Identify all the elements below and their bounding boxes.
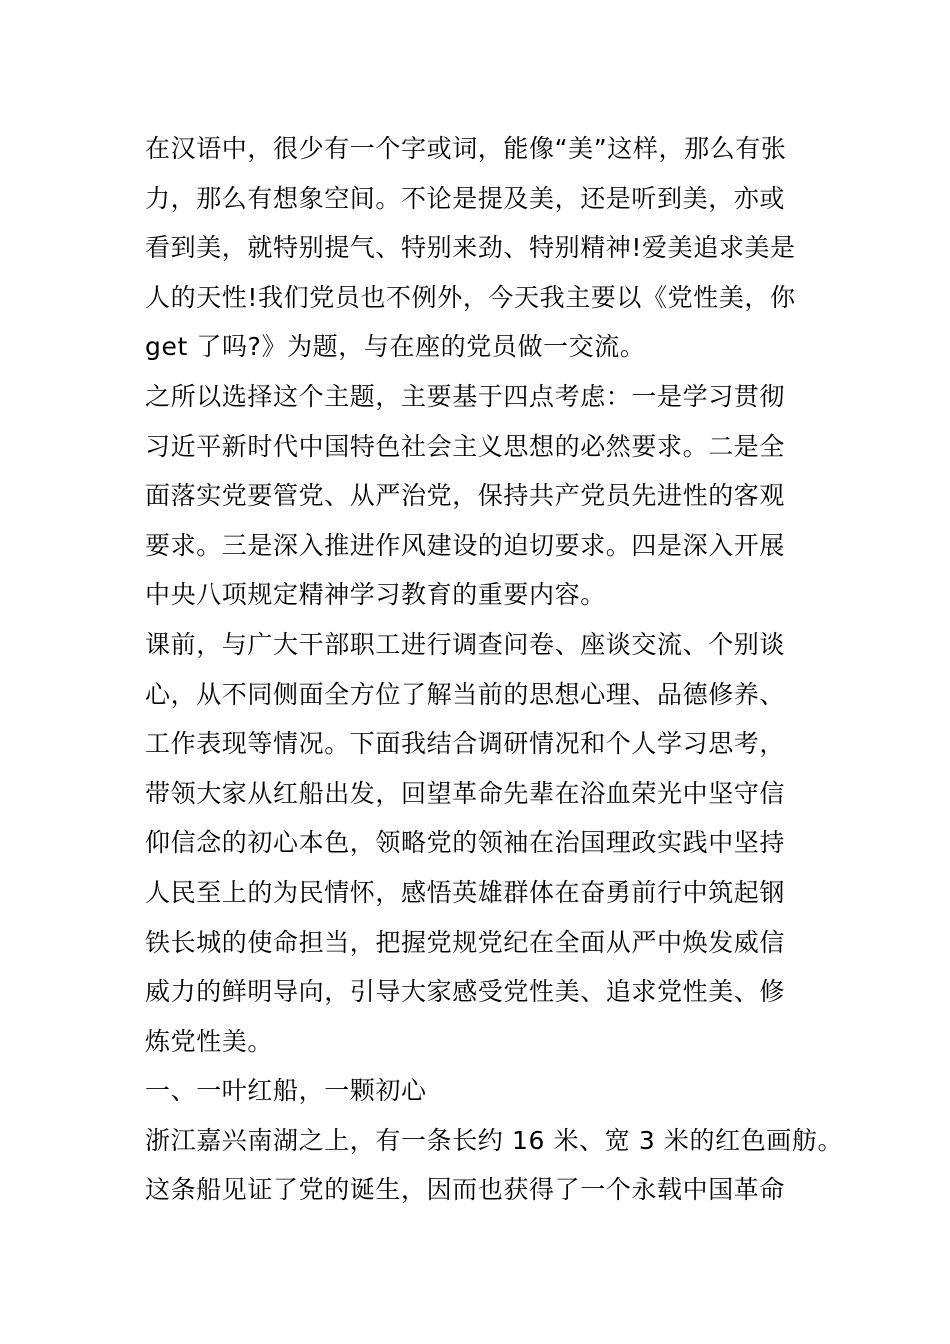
text-line: 习近平新时代中国特色社会主义思想的必然要求。二是全 xyxy=(145,431,786,461)
document-body xyxy=(145,124,844,1215)
text-line: 威力的鲜明导向，引导大家感受党性美、追求党性美、修 xyxy=(145,977,786,1007)
text-line: 之所以选择这个主题，主要基于四点考虑：一是学习贯彻 xyxy=(145,381,786,411)
text-line: 工作表现等情况。下面我结合调研情况和个人学习思考， xyxy=(145,729,786,759)
section-heading: 一、一叶红船，一颗初心 xyxy=(145,1076,427,1106)
text-line: 心，从不同侧面全方位了解当前的思想心理、品德修养、 xyxy=(145,679,786,709)
text-line: 面落实党要管党、从严治党，保持共产党员先进性的客观 xyxy=(145,481,786,511)
text-line: 人民至上的为民情怀，感悟英雄群体在奋勇前行中筑起钢 xyxy=(145,877,786,907)
text-line: 铁长城的使命担当，把握党规党纪在全面从严中焕发威信 xyxy=(145,927,786,957)
text-line: get 了吗?》为题，与在座的党员做一交流。 xyxy=(145,332,646,362)
text-line: 这条船见证了党的诞生，因而也获得了一个永载中国革命 xyxy=(145,1175,786,1205)
text-line: 浙江嘉兴南湖之上，有一条长约 16 米、宽 3 米的红色画舫。 xyxy=(145,1125,844,1155)
text-line: 炼党性美。 xyxy=(145,1026,274,1056)
text-line: 中央八项规定精神学习教育的重要内容。 xyxy=(145,580,606,610)
text-line: 力，那么有想象空间。不论是提及美，还是听到美，亦或 xyxy=(145,183,786,213)
text-line: 课前，与广大干部职工进行调查问卷、座谈交流、个别谈 xyxy=(145,629,786,659)
text-line: 仰信念的初心本色，领略党的领袖在治国理政实践中坚持 xyxy=(145,828,786,858)
text-line: 人的天性!我们党员也不例外，今天我主要以《党性美，你 xyxy=(145,282,796,312)
text-line: 要求。三是深入推进作风建设的迫切要求。四是深入开展 xyxy=(145,530,786,560)
text-line: 带领大家从红船出发，回望革命先辈在浴血荣光中坚守信 xyxy=(145,778,786,808)
text-line: 看到美，就特别提气、特别来劲、特别精神!爱美追求美是 xyxy=(145,233,796,263)
text-line: 在汉语中，很少有一个字或词，能像“美”这样，那么有张 xyxy=(145,134,787,163)
